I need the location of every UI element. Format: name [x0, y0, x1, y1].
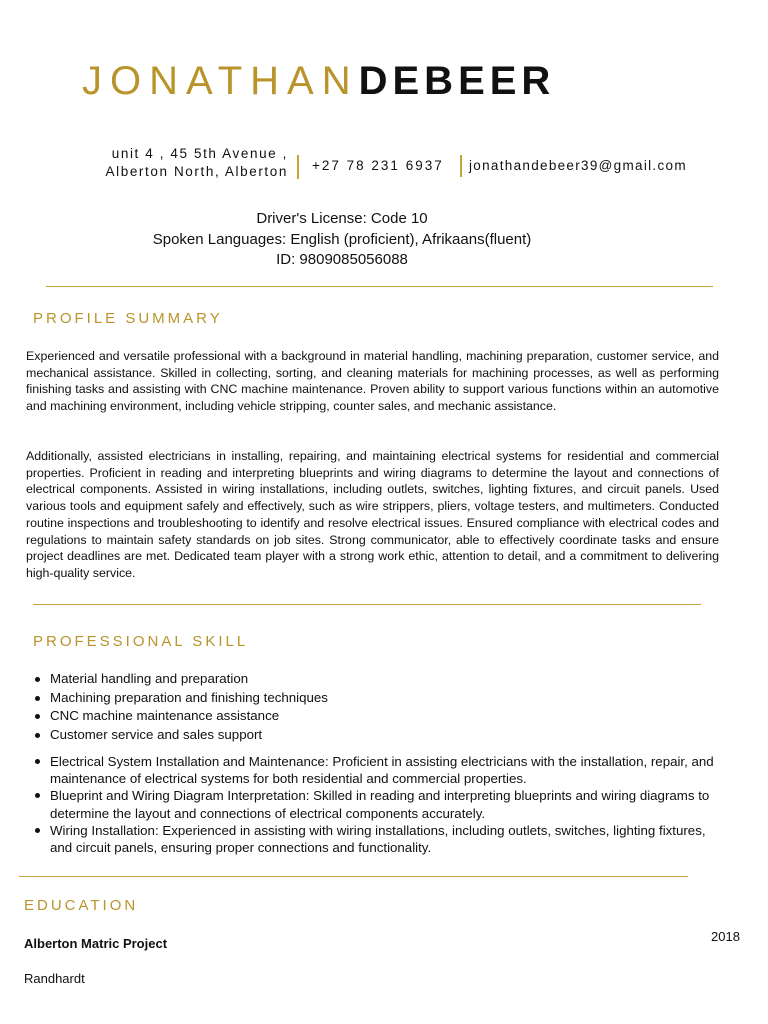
email-address: jonathandebeer39@gmail.com: [469, 158, 687, 173]
section-divider: [33, 604, 701, 605]
skills-list-general: [33, 670, 723, 744]
graduation-year: 2018: [711, 929, 740, 944]
section-divider: [46, 286, 713, 287]
candidate-name: [82, 56, 555, 106]
skills-list-electrical: [33, 753, 723, 856]
address-line-2: Alberton North, Alberton: [105, 164, 288, 179]
list-item: CNC machine maintenance assistance: [33, 707, 723, 726]
first-name: JONATHAN: [82, 59, 359, 103]
education-heading: EDUCATION: [24, 897, 139, 914]
school-name: Alberton Matric Project: [24, 936, 168, 951]
list-item: Machining preparation and finishing techniques: [33, 689, 723, 708]
id-number: ID: 9809085056088: [276, 251, 408, 268]
section-divider: [19, 876, 688, 877]
spoken-languages: Spoken Languages: English (proficient), Afrikaans(fluent): [152, 230, 532, 248]
address: [60, 145, 288, 181]
list-item: Wiring Installation: Experienced in assisting with wiring installations, including outlets, switches, lighting fixtures, and circuit panels, ensuring proper connections and functionality.: [33, 822, 723, 856]
profile-paragraph-1: Experienced and versatile professional with a background in material handling, machining preparation, customer service, and mechanical assistance. Skilled in collecting, sorting, and cleaning materials for machining processes, as well as performing finishing tasks and assisting with CNC machine maintenance. Proven ability to support various functions within an automotive and machining environment, including vehicle stripping, counter sales, and mechanic assistance.: [26, 349, 719, 414]
list-item: Material handling and preparation: [33, 670, 723, 689]
address-line-1: unit 4 , 45 5th Avenue ,: [111, 146, 288, 161]
list-item: Blueprint and Wiring Diagram Interpretation: Skilled in reading and interpreting blueprints and wiring diagrams to determine the layout and connections of electrical components accurately.: [33, 787, 723, 821]
personal-info: [150, 209, 534, 271]
list-item: Electrical System Installation and Maintenance: Proficient in assisting electricians with the installation, repair, and maintenance of electrical systems for both residential and commercial properties.: [33, 753, 723, 787]
list-item: Customer service and sales support: [33, 726, 723, 745]
profile-paragraph-2: Additionally, assisted electricians in installing, repairing, and maintaining electrical systems for residential and commercial properties. Proficient in reading and interpreting blueprints and wiring diagrams to determine the layout and connections of electrical components. Assisted in wiring installations, including outlets, switches, lighting fixtures, and circuit panels. Used various tools and equipment safely and effectively, such as wire strippers, pliers, voltage testers, and multimeters. Conducted routine inspections and troubleshooting to identify and resolve electrical issues. Ensured compliance with electrical codes and regulations to maintain safety standards on job sites. Strong communicator, able to effectively coordinate tasks and ensure project deadlines are met. Dedicated team player with a strong work ethic, attention to detail, and a commitment to delivering high-quality service.: [26, 449, 719, 580]
contact-divider: [460, 155, 462, 177]
phone-number: +27 78 231 6937: [312, 158, 444, 173]
profile-summary-heading: PROFILE SUMMARY: [33, 310, 223, 327]
professional-skill-heading: PROFESSIONAL SKILL: [33, 633, 249, 650]
drivers-license: Driver's License: Code 10: [256, 210, 428, 227]
contact-divider: [297, 155, 299, 179]
school-location: Randhardt: [24, 971, 85, 986]
last-name: DEBEER: [358, 59, 556, 103]
